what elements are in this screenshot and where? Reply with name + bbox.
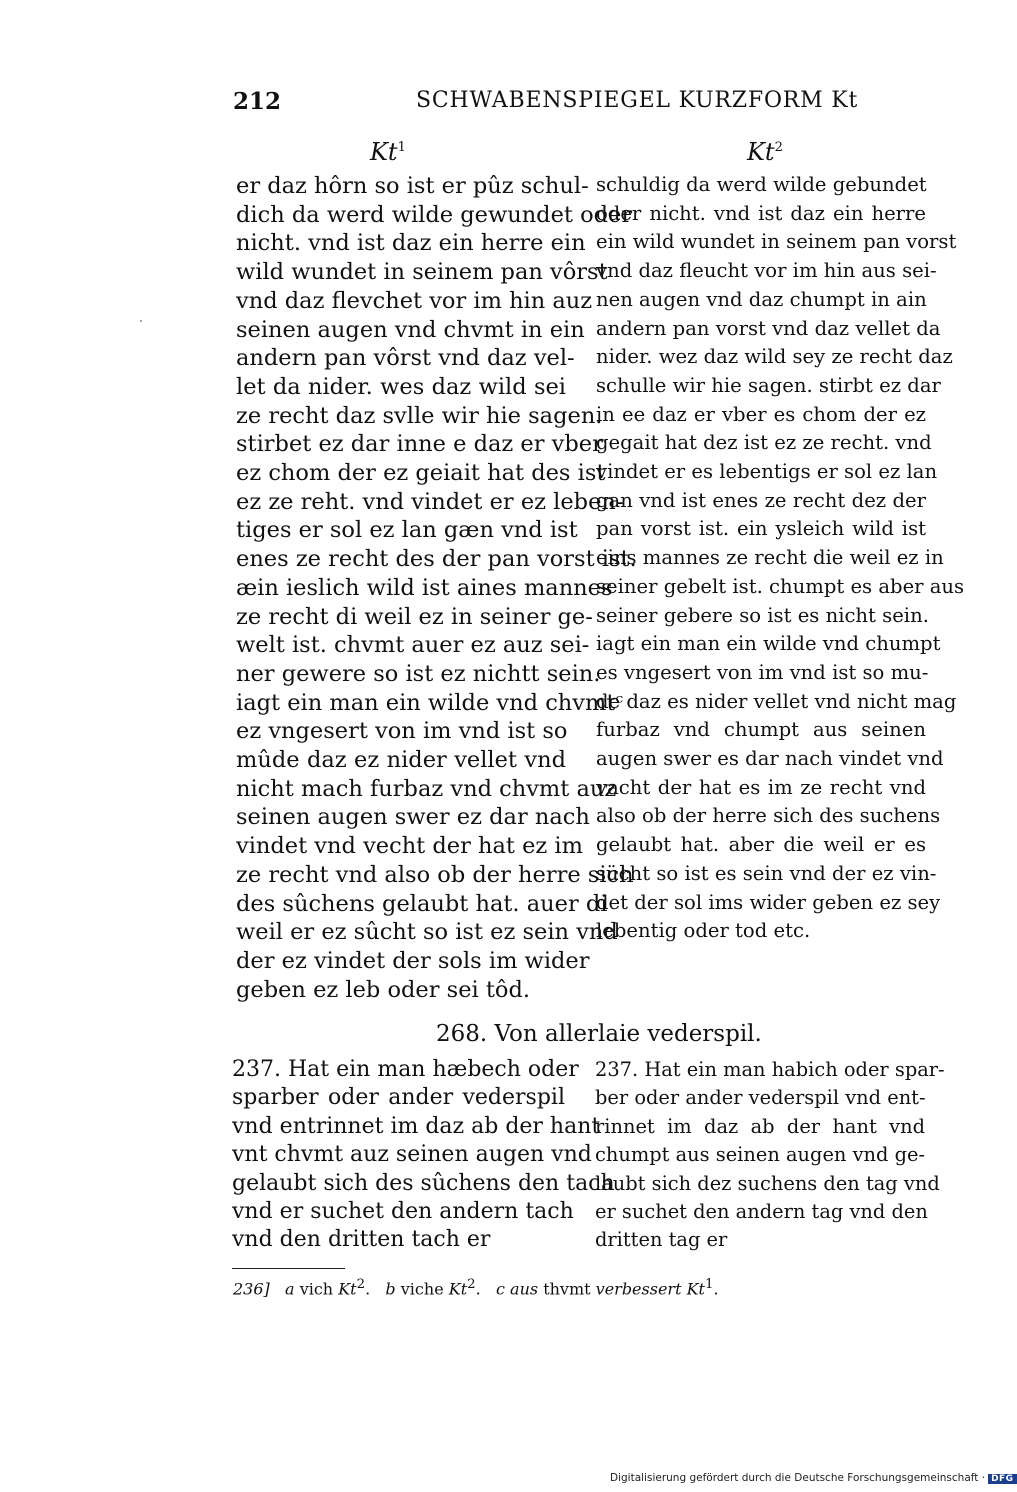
footnote-c-word: thvmt — [543, 1279, 591, 1299]
text-line: des sûchens gelaubt hat. auer di — [236, 890, 608, 917]
text-line: welt ist. chvmt auer ez auz sei- — [236, 632, 590, 659]
text-line: mûde daz ez nider vellet vnd — [236, 747, 566, 774]
text-line: sücht so ist es sein vnd der ez vin- — [596, 861, 937, 885]
kt2-column-heading — [747, 138, 783, 166]
text-line: nen augen vnd daz chumpt in ain — [596, 287, 927, 311]
footnote-ref: 236] — [233, 1279, 270, 1299]
kt1-heading-text: Kt — [370, 138, 398, 166]
text-line: furbaz vnd chumpt aus seinen — [596, 718, 926, 742]
kt1-section-column — [232, 1056, 615, 1255]
text-line: ner gewere so ist ez nichtt sein. — [236, 660, 601, 687]
text-line: pan vorst ist. ein ysleich wild ist — [596, 517, 926, 541]
footnote-c-label: c — [495, 1279, 505, 1299]
text-line: rinnet im daz ab der hant vnd — [595, 1114, 925, 1138]
text-line: 237. Hat ein man habich oder spar- — [595, 1058, 945, 1081]
kt1-heading-sup: 1 — [397, 140, 406, 155]
text-line: enes ze recht des der pan vorst ist. — [236, 546, 637, 573]
text-line: ein wild wundet in seinem pan vorst — [596, 230, 957, 254]
text-line: es vngesert von im vnd ist so mu- — [596, 660, 929, 684]
text-line: gegait hat dez ist ez ze recht. vnd — [596, 431, 932, 455]
text-line: nicht mach furbaz vnd chvmt auz — [236, 775, 617, 802]
dfg-credit — [610, 1472, 1017, 1484]
text-line: in ee daz er vber es chom der ez — [596, 402, 926, 426]
text-line: nicht. vnd ist daz ein herre ein — [236, 230, 586, 257]
footnote-a-sup: 2 — [356, 1277, 366, 1292]
text-line: andern pan vôrst vnd daz vel- — [236, 345, 575, 372]
text-line: augen swer es dar nach vindet vnd — [596, 747, 944, 771]
text-line: andern pan vorst vnd daz vellet da — [596, 316, 941, 340]
text-line: oder nicht. vnd ist daz ein herre — [596, 201, 926, 225]
text-line: vindet vnd vecht der hat ez im — [236, 833, 583, 860]
text-line: vnd daz flevchet vor im hin auz — [236, 287, 593, 314]
text-line: 237. Hat ein man hæbech oder — [232, 1057, 579, 1082]
text-line: schulle wir hie sagen. stirbt ez dar — [596, 373, 941, 397]
text-line: geben ez leb oder sei tôd. — [236, 976, 530, 1003]
text-line: schuldig da werd wilde gebundet — [596, 173, 927, 196]
kt2-text-column — [596, 171, 965, 946]
dfg-logo: DFG — [988, 1474, 1017, 1484]
text-line: dritten tag er — [595, 1228, 728, 1252]
text-line: ze recht di weil ez in seiner ge- — [236, 603, 593, 630]
text-line: gan vnd ist enes ze recht dez der — [596, 488, 926, 512]
text-line: sparber oder ander vederspil — [232, 1085, 565, 1111]
text-line: de daz es nider vellet vnd nicht mag — [596, 689, 957, 713]
text-line: wild wundet in seinem pan vôrst — [236, 259, 608, 286]
text-line: ez vngesert von im vnd ist so — [236, 718, 568, 745]
text-line: er daz hôrn so ist er pûz schul- — [236, 173, 589, 199]
text-line: weil er ez sûcht so ist ez sein vnd — [236, 919, 618, 946]
text-line: seinen augen vnd chvmt in ein — [236, 316, 585, 343]
text-line: det der sol ims wider geben ez sey — [596, 890, 941, 914]
footnote-c-aus: aus — [510, 1279, 539, 1299]
text-line: dich da werd wilde gewundet oder — [236, 201, 633, 228]
text-line: gelaubt sich des sûchens den tach — [232, 1170, 615, 1196]
dfg-credit-text: Digitalisierung gefördert durch die Deutsche Forschungsgemeinschaft · — [610, 1472, 986, 1484]
text-line: lebentig oder tod etc. — [596, 919, 811, 943]
text-line: eins mannes ze recht die weil ez in — [596, 546, 944, 570]
text-line: tiges er sol ez lan gæn vnd ist — [236, 517, 578, 544]
footnote-a-label: a — [285, 1279, 295, 1299]
text-line: also ob der herre sich des suchens — [596, 804, 941, 828]
footnote-c-verb: verbessert — [595, 1279, 682, 1299]
footnote-a-siglum: Kt — [338, 1279, 357, 1299]
text-line: vnd entrinnet im daz ab der hant — [232, 1113, 601, 1139]
text-line: iagt ein man ein wilde vnd chvmtᶜ — [236, 689, 624, 716]
text-line: seiner gebere so ist es nicht sein. — [596, 603, 929, 627]
kt1-text-column — [236, 172, 637, 1004]
text-line: vnt chvmt auz seinen augen vnd — [232, 1142, 592, 1168]
text-line: stirbet ez dar inne e daz er vber — [236, 431, 603, 458]
footnote-b-siglum: Kt — [448, 1279, 468, 1299]
text-line: chumpt aus seinen augen vnd ge- — [595, 1143, 926, 1167]
text-line: laubt sich dez suchens den tag vnd — [595, 1171, 940, 1195]
text-line: nider. wez daz wild sey ze recht daz — [596, 345, 953, 369]
footnote-b-label: b — [385, 1279, 396, 1299]
text-line: ez ze reht. vnd vindet er ez leben- — [236, 488, 624, 515]
text-line: seiner gebelt ist. chumpt es aber aus — [596, 574, 965, 598]
text-line: vnd den dritten tach er — [232, 1227, 491, 1253]
text-line: æin ieslich wild ist aines mannes — [236, 574, 613, 601]
text-line: ber oder ander vederspil vnd ent- — [595, 1086, 926, 1110]
text-line: iagt ein man ein wilde vnd chumpt — [596, 632, 941, 656]
scan-speck — [140, 320, 142, 322]
page-number: 212 — [233, 88, 282, 115]
text-line: gelaubt hat. aber die weil er es — [596, 833, 926, 857]
text-line: der ez vindet der sols im wider — [236, 947, 590, 974]
footnote-b-sup: 2 — [467, 1277, 476, 1292]
text-line: vnd er suchet den andern tach — [232, 1199, 574, 1225]
text-line: ze recht daz svlle wir hie sagen. — [236, 402, 603, 429]
footnote-rule — [232, 1268, 345, 1269]
kt1-column-heading — [370, 138, 406, 166]
text-line: vindet er es lebentigs er sol ez lan — [596, 460, 938, 484]
text-line: vnd daz fleucht vor im hin aus sei- — [596, 259, 937, 283]
text-line: vacht der hat es im ze recht vnd — [596, 775, 926, 799]
kt2-section-column — [595, 1056, 945, 1255]
footnote-c-sup: 1 — [704, 1277, 714, 1292]
kt2-heading-text: Kt — [747, 138, 775, 166]
text-line: er suchet den andern tag vnd den — [595, 1200, 928, 1224]
text-line: let da nider. wes daz wild sei — [236, 373, 566, 400]
text-line: ze recht vnd also ob der herre sich — [236, 861, 634, 888]
footnote-b-text: viche — [400, 1279, 444, 1299]
footnote-a-text: vich — [299, 1279, 334, 1299]
running-title: SCHWABENSPIEGEL KURZFORM Kt — [416, 88, 859, 113]
footnote-c-siglum: Kt — [686, 1279, 705, 1299]
text-line: ez chom der ez geiait hat des ist — [236, 460, 606, 487]
footnote: 236] a vich Kt$^2$. b viche Kt$^2$. c aus thvmt verbessert Kt$^1$. — [233, 1277, 719, 1299]
text-line: seinen augen swer ez dar nach — [236, 804, 590, 831]
section-title: 268. Von allerlaie vederspil. — [436, 1021, 762, 1047]
kt2-heading-sup: 2 — [774, 140, 783, 155]
